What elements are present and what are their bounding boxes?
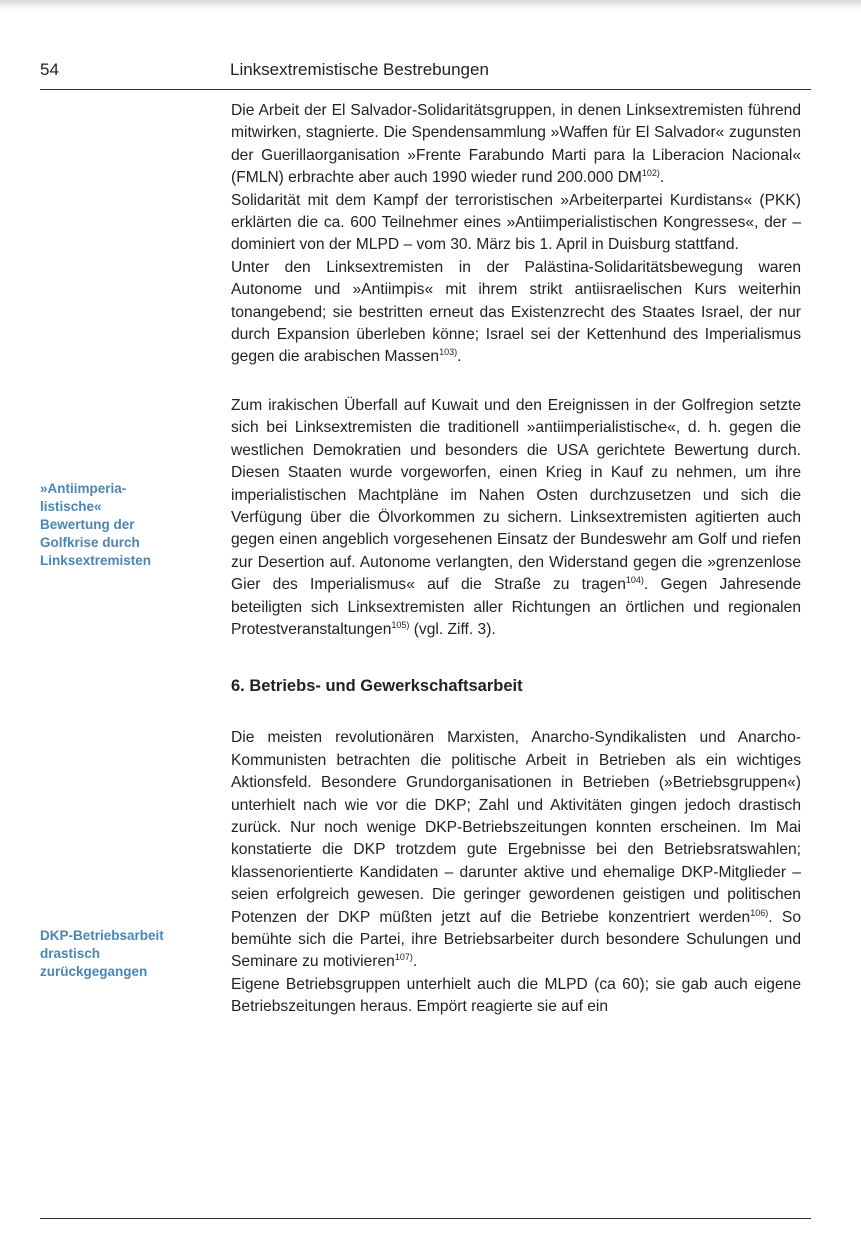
running-title: Linksextremistische Bestrebungen (230, 60, 489, 79)
paragraph-palestine (231, 257, 801, 369)
page-edge-shadow (0, 0, 861, 10)
paragraph-el-salvador (231, 100, 801, 190)
paragraph-text: Die meisten revolutionären Marxisten, Anarcho-Syndikalisten und Anarcho-Kommunisten betrachten die politische Arbeit in Betrieben als ein wichtiges Aktionsfeld. Besondere Grundorganisationen in Betrieben (»Betriebsgruppen«) unterhielt nach wie vor die DKP; Zahl und Aktivitäten gingen jedoch drastisch zurück. Nur noch wenige DKP-Betriebszeitungen konnten erscheinen. Im Mai konstatierte die DKP trotzdem gute Ergebnisse bei den Betriebsratswahlen; klassenorientierte Kandidaten – darunter aktive und ehemalige DKP-Mitglieder – seien erfolgreich gewesen. Die geringer gewordenen geistigen und politischen Potenzen der DKP müßten jetzt auf die Betriebe konzentriert werden (231, 729, 801, 926)
paragraph-end: . (457, 348, 462, 366)
margin-note-line: Golfkrise durch (40, 535, 140, 550)
section-heading: 6. Betriebs- und Gewerkschaftsarbeit (231, 677, 523, 696)
paragraph-pkk (231, 190, 801, 257)
paragraph-gulf (231, 395, 801, 641)
paragraph-text: . Gegen Jahresende beteiligten sich Linksextremisten aller Richtungen an örtlichen und regionalen Protestveranstaltungen (231, 576, 801, 638)
paragraph-end: . (659, 169, 665, 187)
footnote-ref: 107) (394, 952, 413, 963)
margin-note-line: DKP-Betriebsarbeit (40, 928, 164, 943)
margin-note-line: »Antiimperia- (40, 481, 127, 496)
paragraph-mlpd (231, 974, 801, 1019)
header-rule (40, 89, 811, 90)
footnote-ref: 104) (625, 575, 644, 586)
margin-note-line: drastisch (40, 946, 101, 961)
paragraph-text: Solidarität mit dem Kampf der terroristischen »Arbeiterpartei Kurdistans« (PKK) erklärten die ca. 600 Teilnehmer eines »Antiimperialistischen Kongresses«, der – dominiert von der MLPD – vom 30. März bis 1. April in Duisburg stattfand. (231, 191, 801, 254)
footer-rule (40, 1218, 811, 1219)
footnote-ref: 103) (439, 347, 458, 358)
footnote-ref: 106) (750, 907, 769, 918)
paragraph-text: Eigene Betriebsgruppen unterhielt auch die MLPD (ca 60); sie gab auch eigene Betriebszeitungen heraus. Empört reagierte sie auf ein (231, 975, 801, 1016)
footnote-ref: 102) (641, 168, 660, 179)
margin-note-line: Linksextremisten (40, 553, 152, 568)
margin-note-dkp (40, 927, 210, 981)
paragraph-text: . (412, 953, 418, 971)
page-number: 54 (40, 60, 59, 79)
margin-note-antiimperialist (40, 480, 210, 570)
margin-note-line: zurückgegangen (40, 964, 148, 979)
paragraph-text: . So bemühte sich die Partei, ihre Betriebsarbeiter durch besondere Schulungen und Seminare zu motivieren (231, 908, 801, 971)
margin-note-line: Bewertung der (40, 517, 135, 532)
paragraph-dkp (231, 727, 801, 973)
paragraph-text: (vgl. Ziff. 3). (409, 620, 496, 638)
paragraph-text: Unter den Linksextremisten in der Palästina-Solidaritätsbewegung waren Autonome und »Antiimpis« mit ihrem strikt antiisraelischen Kurs weiterhin tonangebend; sie bestritten erneut das Existenzrecht des Staates Israel, der nur durch Expansion überleben könne; Israel sei der Kettenhund des Imperialismus gegen die arabischen Massen (231, 258, 801, 366)
footnote-ref: 105) (391, 619, 410, 630)
main-text (231, 100, 801, 1019)
paragraph-text: Die Arbeit der El Salvador-Solidaritätsgruppen, in denen Linksextremisten führend mitwirken, stagnierte. Die Spendensammlung »Waffen für El Salvador« zugunsten der Guerillaorganisation »Frente Farabundo Marti para la Liberacion Nacional« (FMLN) erbrachte aber auch 1990 wieder rund 200.000 DM (231, 102, 801, 187)
paragraph-text: Zum irakischen Überfall auf Kuwait und den Ereignissen in der Golfregion setzte sich bei Linksextremisten die traditionell »antiimperialistische«, d. h. gegen die westlichen Demokratien und besonders die USA gerichtete Bewertung durch. Diesen Staaten wurde vorgeworfen, einen Krieg in Kauf zu nehmen, um ihre imperialistischen Machtpläne im Nahen Osten durchzusetzen und sich die Verfügung über die Ölvorkommen zu sichern. Linksextremisten agitierten auch gegen einen angeblich vorgesehenen Einsatz der Bundeswehr am Golf und riefen zur Desertion auf. Autonome verlangten, den Widerstand gegen die »grenzenlose Gier des Imperialismus« auf die Straße zu tragen (231, 396, 801, 594)
margin-note-line: listische« (40, 499, 102, 514)
